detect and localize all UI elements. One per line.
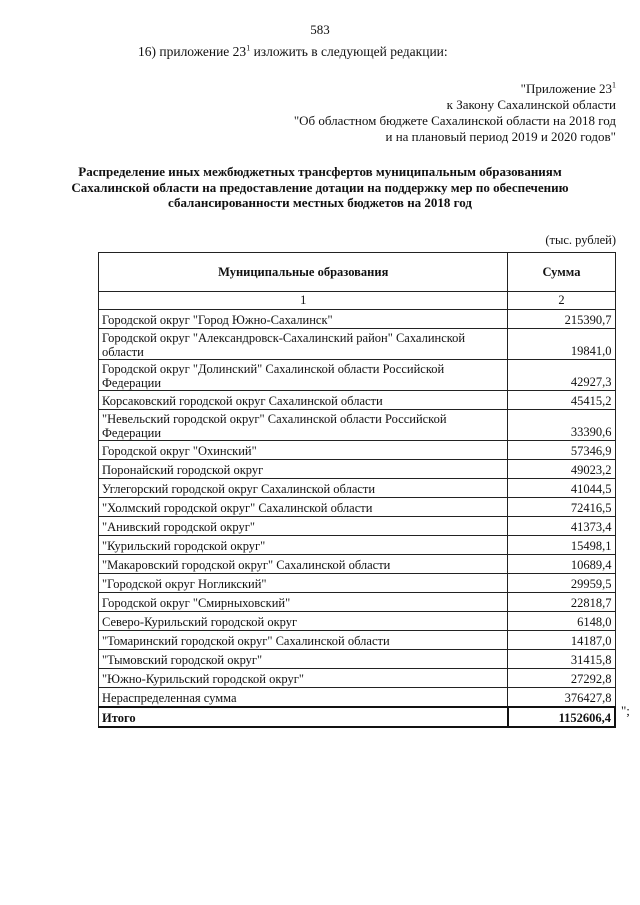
table-row xyxy=(99,460,616,479)
municipality-sum: 376427,8 xyxy=(508,688,615,708)
table-row xyxy=(99,310,616,329)
municipality-name: "Холмский городской округ" Сахалинской области xyxy=(99,498,508,517)
municipality-sum: 41044,5 xyxy=(508,479,615,498)
appendix-superscript: 1 xyxy=(612,80,616,90)
units-label: (тыс. рублей) xyxy=(545,233,616,247)
table-row xyxy=(99,536,616,555)
table-row xyxy=(99,391,616,410)
table-row xyxy=(99,410,616,441)
table-row xyxy=(99,650,616,669)
appendix-line-3: "Об областном бюджете Сахалинской области на 2018 год xyxy=(293,113,616,128)
title-line-2: Сахалинской области на предоставление дотации на поддержку мер по обеспечению xyxy=(71,179,569,195)
municipality-name: Корсаковский городской округ Сахалинской области xyxy=(99,391,508,410)
municipality-name: Северо-Курильский городской округ xyxy=(99,612,508,631)
municipality-name: "Южно-Курильский городской округ" xyxy=(99,669,508,688)
intro-suffix: изложить в следующей редакции: xyxy=(250,44,448,59)
municipality-name: Поронайский городской округ xyxy=(99,460,508,479)
municipality-name: Нераспределенная сумма xyxy=(99,688,508,708)
municipality-sum: 6148,0 xyxy=(508,612,615,631)
table-row xyxy=(99,329,616,360)
municipality-name: "Тымовский городской округ" xyxy=(99,650,508,669)
column-number-1: 1 xyxy=(99,292,508,310)
title-line-3: сбалансированности местных бюджетов на 2018 год xyxy=(168,195,472,210)
intro-superscript: 1 xyxy=(246,43,251,53)
municipality-name: "Анивский городской округ" xyxy=(99,517,508,536)
municipality-sum: 215390,7 xyxy=(508,310,615,329)
closing-quote: "; xyxy=(621,703,630,718)
total-row xyxy=(99,707,616,727)
appendix-line-4: и на плановый период 2019 и 2020 годов" xyxy=(385,129,616,144)
column-number-2: 2 xyxy=(508,292,615,310)
table-row xyxy=(99,574,616,593)
page-number: 583 xyxy=(310,22,330,37)
appendix-header xyxy=(294,81,616,145)
appendix-line-2: к Закону Сахалинской области xyxy=(446,97,616,112)
table-row xyxy=(99,517,616,536)
municipality-sum: 45415,2 xyxy=(508,391,615,410)
table-row xyxy=(99,479,616,498)
municipality-sum: 10689,4 xyxy=(508,555,615,574)
municipality-sum: 33390,6 xyxy=(508,410,615,441)
table-row xyxy=(99,441,616,460)
table-row xyxy=(99,498,616,517)
amendment-intro xyxy=(138,44,448,60)
municipality-sum: 42927,3 xyxy=(508,360,615,391)
table-row xyxy=(99,688,616,708)
municipality-name: Углегорский городской округ Сахалинской области xyxy=(99,479,508,498)
municipality-sum: 27292,8 xyxy=(508,669,615,688)
municipality-name: Городской округ "Смирныховский" xyxy=(99,593,508,612)
total-label: Итого xyxy=(99,707,508,727)
municipality-name: "Невельский городской округ" Сахалинской области Российской Федерации xyxy=(99,410,508,441)
municipality-sum: 15498,1 xyxy=(508,536,615,555)
municipality-sum: 72416,5 xyxy=(508,498,615,517)
municipality-name: "Курильский городской округ" xyxy=(99,536,508,555)
appendix-line-1-text: "Приложение 23 xyxy=(520,81,612,96)
total-sum: 1152606,4 xyxy=(508,707,615,727)
column-number-row xyxy=(99,292,616,310)
appendix-line-1 xyxy=(294,81,616,97)
municipality-sum: 19841,0 xyxy=(508,329,615,360)
table-header-row xyxy=(99,253,616,292)
municipality-name: Городской округ "Александровск-Сахалинский район" Сахалинской области xyxy=(99,329,508,360)
intro-prefix: 16) приложение 23 xyxy=(138,44,247,59)
title-line-1: Распределение иных межбюджетных трансфертов муниципальным образованиям xyxy=(78,164,562,179)
header-sum: Сумма xyxy=(508,253,615,292)
municipality-name: "Городской округ Ногликский" xyxy=(99,574,508,593)
municipality-sum: 49023,2 xyxy=(508,460,615,479)
municipality-sum: 22818,7 xyxy=(508,593,615,612)
municipality-sum: 41373,4 xyxy=(508,517,615,536)
header-municipalities: Муниципальные образования xyxy=(99,253,508,292)
table-row xyxy=(99,612,616,631)
table-row xyxy=(99,631,616,650)
municipality-name: "Макаровский городской округ" Сахалинской области xyxy=(99,555,508,574)
municipality-name: Городской округ "Город Южно-Сахалинск" xyxy=(99,310,508,329)
transfers-table xyxy=(98,252,616,728)
municipality-sum: 31415,8 xyxy=(508,650,615,669)
municipality-sum: 14187,0 xyxy=(508,631,615,650)
table-row xyxy=(99,669,616,688)
municipality-name: "Томаринский городской округ" Сахалинской области xyxy=(99,631,508,650)
table-row xyxy=(99,593,616,612)
document-title xyxy=(60,164,580,211)
table-row xyxy=(99,555,616,574)
municipality-sum: 57346,9 xyxy=(508,441,615,460)
municipality-name: Городской округ "Долинский" Сахалинской области Российской Федерации xyxy=(99,360,508,391)
municipality-name: Городской округ "Охинский" xyxy=(99,441,508,460)
table-row xyxy=(99,360,616,391)
municipality-sum: 29959,5 xyxy=(508,574,615,593)
